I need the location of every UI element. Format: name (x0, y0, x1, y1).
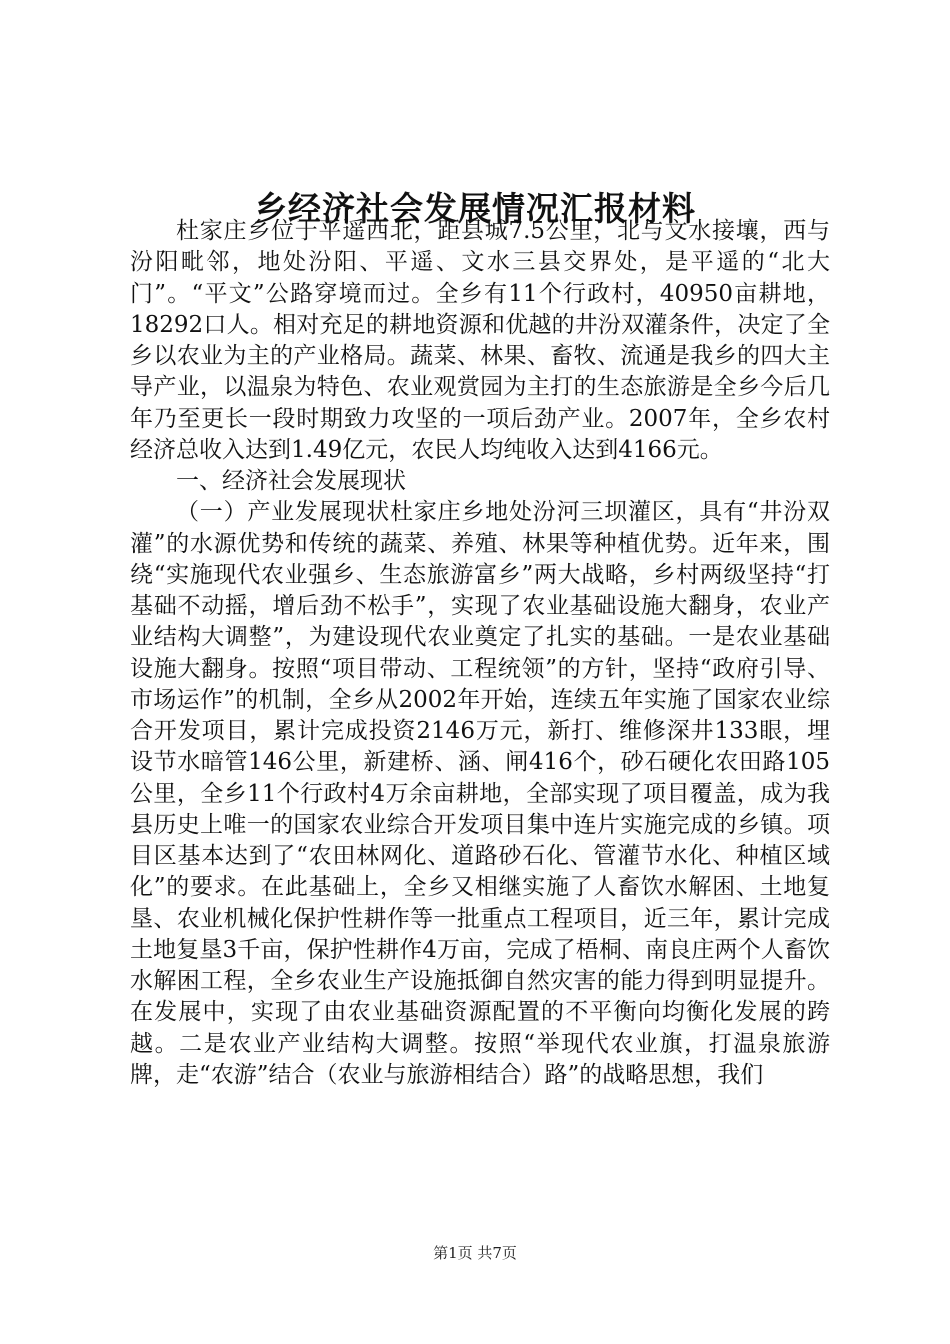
section-heading: 一、经济社会发展现状 (176, 468, 406, 494)
page-footer: 第1页 共7页 (433, 1244, 517, 1262)
section-paragraph: （一）产业发展现状杜家庄乡地处汾河三坝灌区，具有“井汾双灌”的水源优势和传统的蔬菜、养殖、林果等种植优势。近年来，围绕“实施现代农业强乡、生态旅游富乡”两大战略，乡村两级坚持“打基础不动摇，增后劲不松手”，实现了农业基础设施大翻身，农业产业结构大调整”，为建设现代农业奠定了扎实的基础。一是农业基础设施大翻身。按照“项目带动、工程统领”的方针，坚持“政府引导、市场运作”的机制，全乡从2002年开始，连续五年实施了国家农业综合开发项目，累计完成投资2146万元，新打、维修深井133眼，埋设节水暗管146公里，新建桥、涵、闸416个，砂石硬化农田路105公里，全乡11个行政村4万余亩耕地，全部实现了项目覆盖，成为我县历史上唯一的国家农业综合开发项目集中连片实施完成的乡镇。项目区基本达到了“农田林网化、道路砂石化、管灌节水化、种植区域化”的要求。在此基础上，全乡又相继实施了人畜饮水解困、土地复垦、农业机械化保护性耕作等一批重点工程项目，近三年，累计完成土地复垦3千亩，保护性耕作4万亩，完成了梧桐、南良庄两个人畜饮水解困工程，全乡农业生产设施抵御自然灾害的能力得到明显提升。在发展中，实现了由农业基础资源配置的不平衡向均衡化发展的跨越。二是农业产业结构大调整。按照“举现代农业旗，打温泉旅游牌，走“农游”结合（农业与旅游相结合）路”的战略思想，我们 (130, 499, 830, 1088)
document-body (130, 216, 830, 1091)
intro-paragraph: 杜家庄乡位于平遥西北，距县城7.5公里，北与文水接壤，西与汾阳毗邻，地处汾阳、平遥、文水三县交界处，是平遥的“北大门”。“平文”公路穿境而过。全乡有11个行政村，40950亩耕地，18292口人。相对充足的耕地资源和优越的井汾双灌条件，决定了全乡以农业为主的产业格局。蔬菜、林果、畜牧、流通是我乡的四大主导产业，以温泉为特色、农业观赏园为主打的生态旅游是全乡今后几年乃至更长一段时期致力攻坚的一项后劲产业。2007年，全乡农村经济总收入达到1.49亿元，农民人均纯收入达到4166元。 (130, 218, 830, 463)
document-title: 乡经济社会发展情况汇报材料 (254, 189, 696, 228)
